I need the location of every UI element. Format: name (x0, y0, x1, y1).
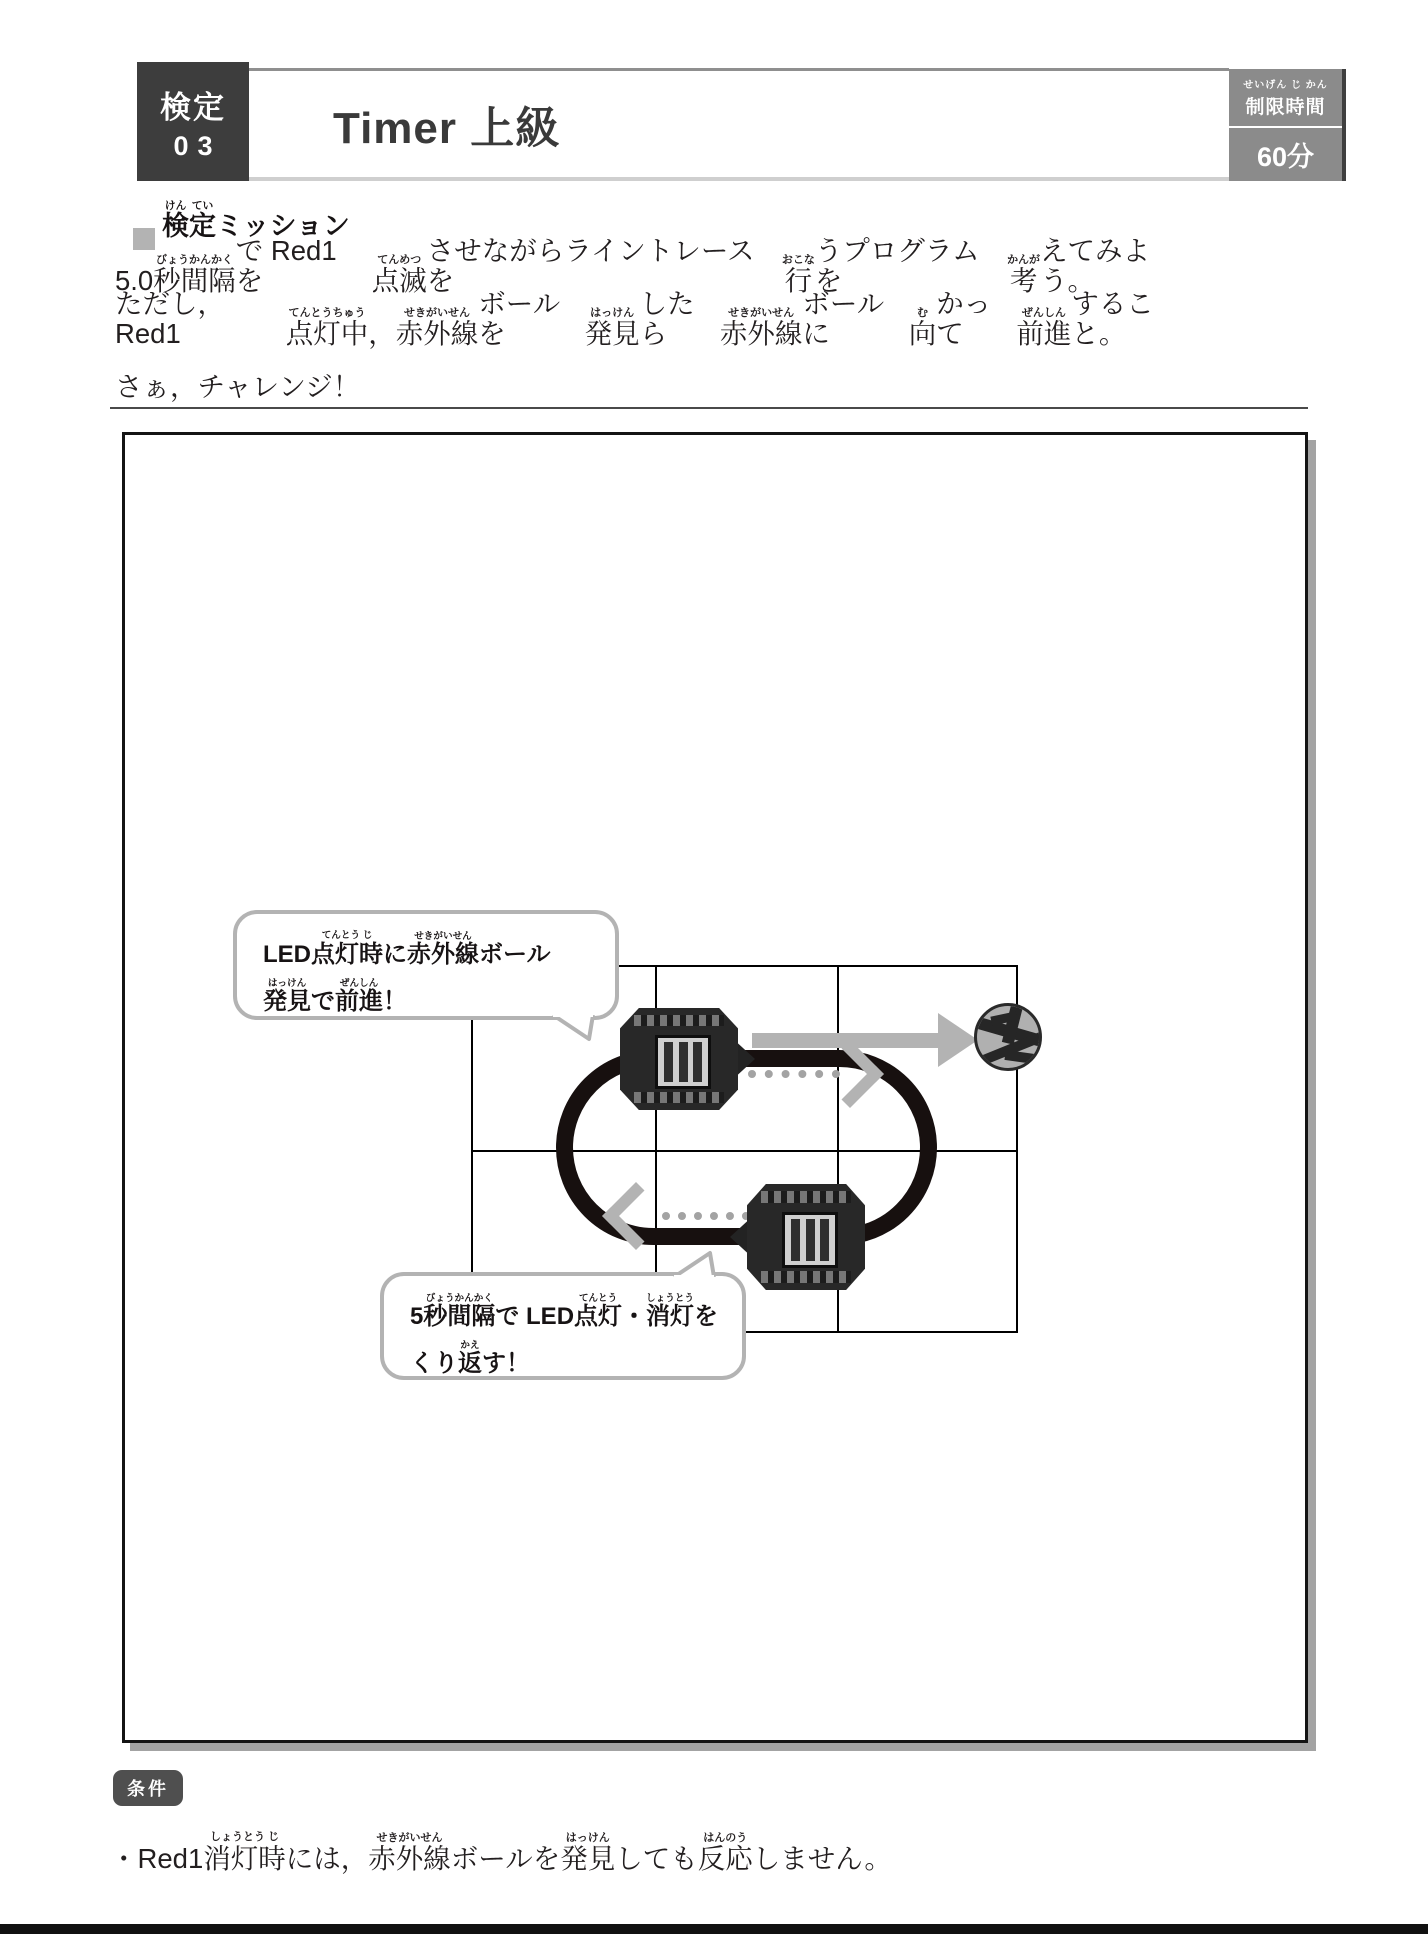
page-title: Timer 上級 (333, 104, 561, 153)
mission-line-3: さぁ，チャレンジ！ (115, 370, 361, 402)
bubble-top-line-2: 発見はっけん で 前進ぜんしん ！ (263, 977, 407, 1015)
time-limit-furigana: せいげん じ かん (1243, 80, 1328, 91)
speech-bubble-text (263, 920, 551, 1014)
speech-bubble-text (410, 1282, 718, 1376)
exam-badge-number: 03 (173, 130, 222, 161)
robot-studs (761, 1191, 851, 1203)
speech-bubble-blink (380, 1272, 746, 1380)
robot-red1-top (620, 1008, 738, 1110)
infrared-ball (974, 1003, 1042, 1071)
bubble-top-line-1: LED 点灯時てんとう じ に 赤外線せきがいせん ボール (263, 929, 551, 968)
robot-battery-panel (782, 1212, 838, 1269)
conditions-badge: 条件 (113, 1770, 183, 1806)
mission-paragraph (115, 234, 1205, 402)
forward-arrow-head-icon (938, 1013, 978, 1067)
mission-line-1: 5.0 秒間隔びょうかんかく で Red1 を 点滅てんめつ させながらライントレースを 行おこな うプログラムを 考かんが えてみよう。 (115, 234, 1151, 296)
robot-studs (634, 1015, 724, 1026)
speech-bubble-tail (670, 1249, 718, 1279)
bubble-bottom-line-1: 5 秒間隔びょうかんかく で LED 点灯てんとう ・ 消灯しょうとう を (410, 1292, 719, 1330)
robot-battery-panel (655, 1035, 711, 1090)
robot-studs (761, 1271, 851, 1283)
time-limit-value: 60分 (1256, 142, 1315, 172)
time-limit-divider (1229, 126, 1342, 128)
section-title: 検けん定ていミッション (162, 200, 350, 241)
exam-badge-label: 検定 (160, 89, 226, 125)
header-top-rule (249, 68, 1229, 71)
speech-bubble-tail (549, 1013, 597, 1043)
ball-pattern (1004, 1050, 1035, 1064)
condition-item-1 (110, 1820, 892, 1876)
speech-bubble-led-forward (233, 910, 619, 1020)
header-bottom-rule (249, 177, 1308, 181)
page-bottom-bar (0, 1924, 1428, 1934)
robot-studs (634, 1092, 724, 1103)
exam-number-badge (137, 62, 249, 181)
time-limit-label: 制限時間 (1245, 97, 1326, 118)
bubble-bottom-line-2: くり 返かえ す！ (410, 1339, 530, 1377)
mission-line-2: ただし，Red1 点灯中てんとうちゅう ， 赤外線せきがいせん ボールを 発見はっけん したら 赤外線せきがいせん ボールに 向む かって 前進ぜんしん すること。 (115, 287, 1154, 349)
robot-red1-bottom (747, 1184, 865, 1290)
section-divider-rule (110, 407, 1308, 409)
condition-item-1-text: ・Red1 消灯時しょうとう じ には， 赤外線せきがいせん ボールを 発見はっけん しても 反応はんのう しません。 (110, 1831, 892, 1874)
time-limit-box (1229, 69, 1346, 181)
